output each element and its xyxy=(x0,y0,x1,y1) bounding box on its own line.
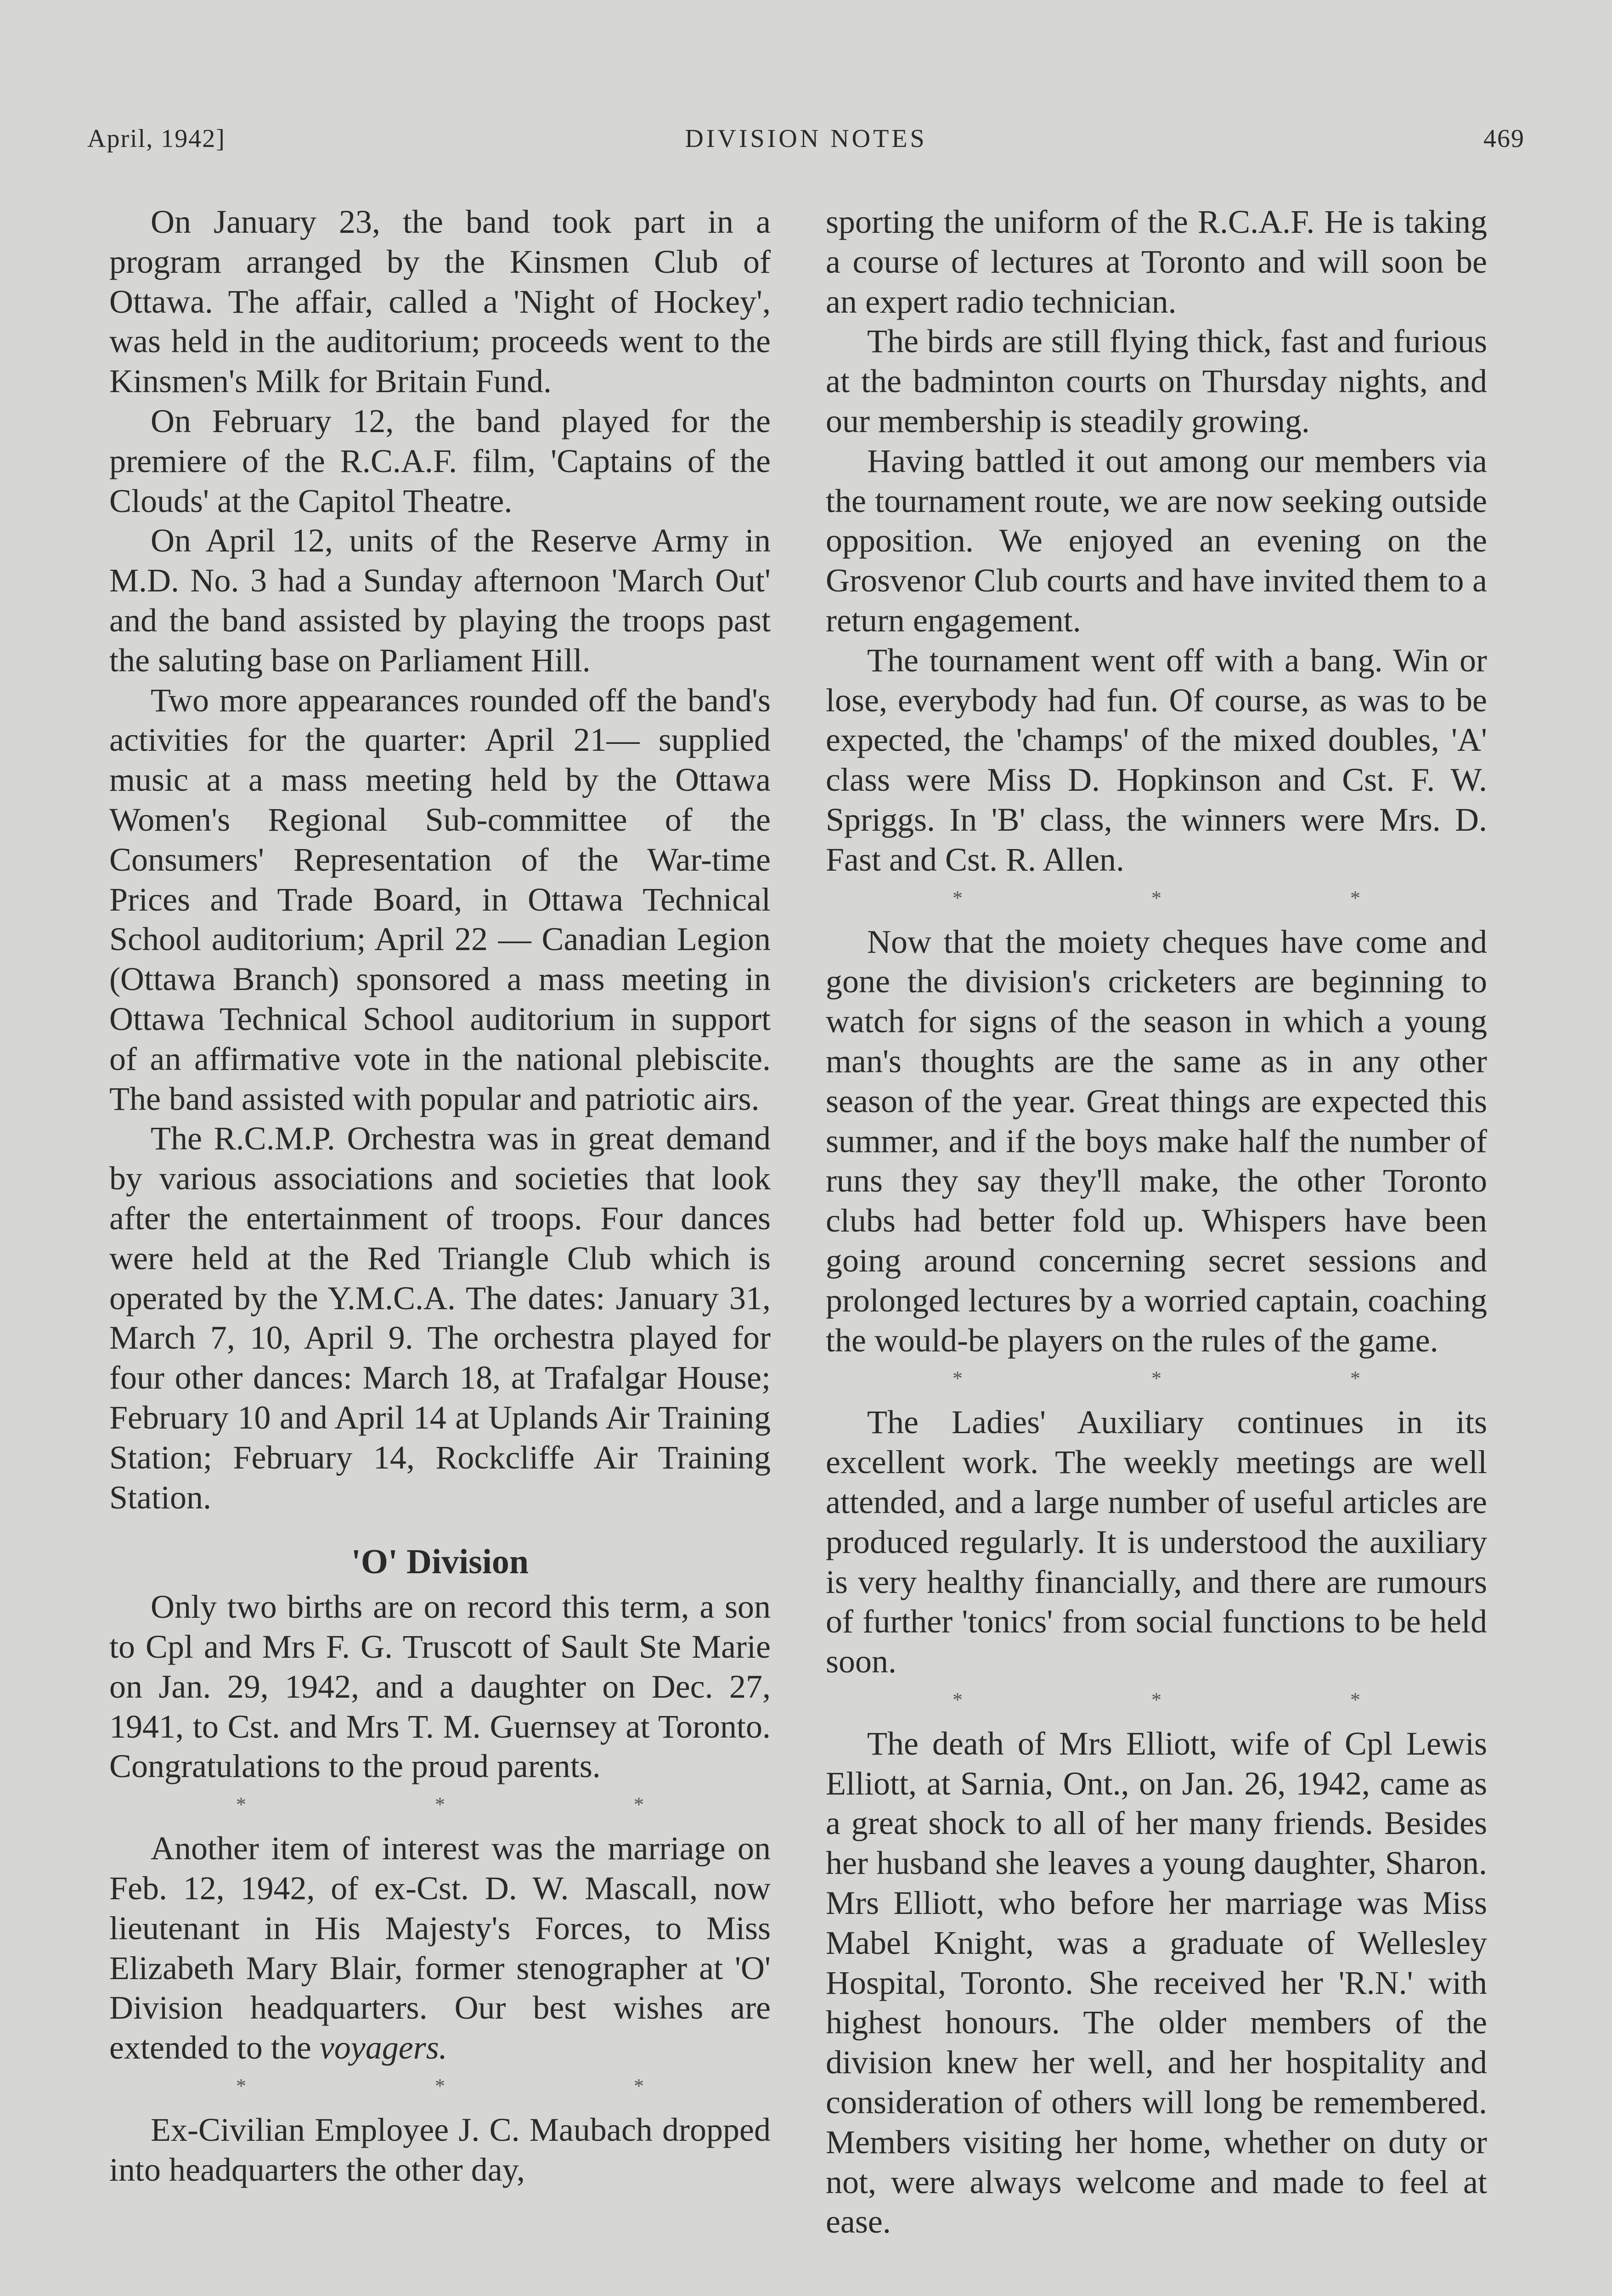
section-separator: * * * xyxy=(236,2075,736,2098)
right-column xyxy=(826,202,1487,2242)
italic-word: voyagers. xyxy=(319,2029,447,2066)
paragraph xyxy=(109,1829,771,2068)
paragraph-text: Another item of interest was the marriage on Feb. 12, 1942, of ex-Cst. D. W. Mascall, now lieutenant in His Majesty's Forces, to Miss Elizabeth Mary Blair, former stenographer at 'O' Division headquarters. Our best wishes are extended to the xyxy=(109,1830,771,2066)
paragraph: The R.C.M.P. Orchestra was in great demand by various associations and societies that look after the entertainment of troops. Four dances were held at the Red Triangle Club which is operated by the Y.M.C.A. The dates: January 31, March 7, 10, April 9. The orchestra played for four other dances: March 18, at Trafalgar House; February 10 and April 14 at Uplands Air Training Station; February 14, Rockcliffe Air Training Station. xyxy=(109,1120,771,1516)
left-column xyxy=(109,202,771,2190)
running-header xyxy=(83,124,1529,161)
paragraph: Only two births are on record this term, a son to Cpl and Mrs F. G. Truscott of Sault Ste Marie on Jan. 29, 1942, and a daughter on Dec. 27, 1941, to Cst. and Mrs T. M. Guernsey at Toronto. Congratulations to the proud parents. xyxy=(109,1588,771,1785)
paragraph: On January 23, the band took part in a program arranged by the Kinsmen Club of Ottawa. The affair, called a 'Night of Hockey', was held in the auditorium; proceeds went to the Kinsmen's Milk for Britain Fund. xyxy=(109,203,771,400)
section-separator: * * * xyxy=(953,1688,1452,1711)
section-separator: * * * xyxy=(953,886,1452,909)
section-separator: * * * xyxy=(953,1367,1452,1390)
paragraph: Two more appearances rounded off the band's activities for the quarter: April 21— supplied music at a mass meeting held by the Ottawa Women's Regional Sub-committee of the Consumers' Representation of the War-time Prices and Trade Board, in Ottawa Technical School auditorium; April 22 — Canadian Legion (Ottawa Branch) sponsored a mass meeting in Ottawa Technical School auditorium in support of an affirmative vote in the national plebiscite. The band assisted with popular and patriotic airs. xyxy=(109,681,771,1117)
page-number: 469 xyxy=(1483,124,1525,153)
paragraph: On February 12, the band played for the premiere of the R.C.A.F. film, 'Captains of the Clouds' at the Capitol Theatre. xyxy=(109,402,771,519)
paragraph: Now that the moiety cheques have come and gone the division's cricketers are beginning to watch for signs of the season in which a young man's thoughts are the same as in any other season of the year. Great things are expected this summer, and if the boys make half the number of runs they say they'll make, the other Toronto clubs had better fold up. Whispers have been going around concerning secret sessions and prolonged lectures by a worried captain, coaching the would-be players on the rules of the game. xyxy=(826,923,1487,1359)
paragraph: Ex-Civilian Employee J. C. Maubach dropped into headquarters the other day, xyxy=(109,2111,771,2188)
paragraph: The birds are still flying thick, fast and furious at the badminton courts on Thursday nights, and our membership is steadily growing. xyxy=(826,323,1487,439)
header-date: April, 1942] xyxy=(87,124,225,153)
paragraph: Having battled it out among our members via the tournament route, we are now seeking outside opposition. We enjoyed an evening on the Grosvenor Club courts and have invited them to a return engagement. xyxy=(826,442,1487,639)
section-heading: 'O' Division xyxy=(351,1542,529,1581)
paragraph: The death of Mrs Elliott, wife of Cpl Lewis Elliott, at Sarnia, Ont., on Jan. 26, 1942, came as a great shock to all of her many friends. Besides her husband she leaves a young daughter, Sharon. Mrs Elliott, who before her marriage was Miss Mabel Knight, was a graduate of Wellesley Hospital, Toronto. She received her 'R.N.' with highest honours. The older members of the division knew her well, and her hospitality and consideration of others will long be remembered. Members visiting her home, whether on duty or not, were always welcome and made to feel at ease. xyxy=(826,1725,1487,2240)
header-title: DIVISION NOTES xyxy=(685,124,927,153)
paragraph: The Ladies' Auxiliary continues in its excellent work. The weekly meetings are well attended, and a large number of useful articles are produced regularly. It is understood the auxiliary is very healthy financially, and there are rumours of further 'tonics' from social functions to be held soon. xyxy=(826,1404,1487,1680)
paragraph-continued: sporting the uniform of the R.C.A.F. He is taking a course of lectures at Toronto and will soon be an expert radio technician. xyxy=(826,203,1487,320)
section-separator: * * * xyxy=(236,1793,736,1816)
paragraph: The tournament went off with a bang. Win or lose, everybody had fun. Of course, as was to be expected, the 'champs' of the mixed doubles, 'A' class were Miss D. Hopkinson and Cst. F. W. Spriggs. In 'B' class, the winners were Mrs. D. Fast and Cst. R. Allen. xyxy=(826,642,1487,878)
paragraph: On April 12, units of the Reserve Army in M.D. No. 3 had a Sunday afternoon 'March Out' and the band assisted by playing the troops past the saluting base on Parliament Hill. xyxy=(109,522,771,679)
